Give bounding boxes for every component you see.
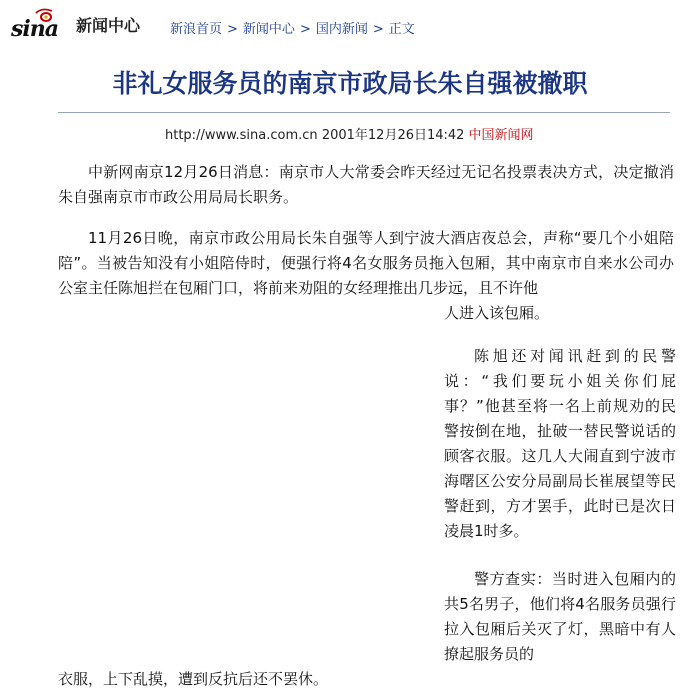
breadcrumb-current-link[interactable]: 正文 xyxy=(388,22,415,37)
breadcrumb-home-link[interactable]: 新浪首页 xyxy=(170,22,223,37)
paragraph-3: 陈旭还对闻讯赶到的民警说：“我们要玩小姐关你们屁事？”他甚至将一名上前规劝的民警按倒在地，扯破一替民警说话的顾客衣服。这几人大闹直到宁波市海曙区公安分局副局长崔展望等民警赶到，方才罢手，此时已是次日凌晨1时多。 xyxy=(444,347,676,540)
paragraph-4: 警方查实：当时进入包厢内的共5名男子，他们将4名服务员强行拉入包厢后关灭了灯，黑暗中有人撩起服务员的 xyxy=(444,570,676,663)
breadcrumb-separator: > xyxy=(372,22,384,37)
breadcrumb-separator: > xyxy=(227,22,238,37)
paragraph-1: 中新网南京12月26日消息：南京市人大常委会昨天经过无记名投票表决方式，决定撤消朱自强南京市市政公用局局长职务。 xyxy=(58,163,674,206)
paragraph-4-continued: 衣服，上下乱摸，遭到反抗后还不罢休。 xyxy=(58,670,329,688)
sina-logo[interactable] xyxy=(6,8,68,40)
article-meta xyxy=(165,124,533,143)
breadcrumb-separator: > xyxy=(299,22,311,37)
title-divider xyxy=(58,112,670,113)
paragraph-2: 11月26日晚，南京市政公用局长朱自强等人到宁波大酒店夜总会，声称“要几个小姐陪陪”。当被告知没有小姐陪侍时，便强行将4名女服务员拖入包厢，其中南京市自来水公司办公室主任陈旭拦在包厢门口，将前来劝阻的女经理推出几步远，且不许他 xyxy=(58,229,674,297)
top-bar xyxy=(0,0,700,50)
article-url[interactable]: http://www.sina.com.cn xyxy=(165,128,318,143)
breadcrumb xyxy=(170,18,415,37)
paragraph-2-continued: 人进入该包厢。 xyxy=(444,304,550,322)
article-datetime: 2001年12月26日14:42 xyxy=(321,128,465,143)
logo-wordmark: sina xyxy=(11,16,58,42)
article-title: 非礼女服务员的南京市政局长朱自强被撤职 xyxy=(112,69,588,98)
section-name: 新闻中心 xyxy=(76,16,141,35)
article-source[interactable]: 中国新闻网 xyxy=(468,128,534,143)
breadcrumb-domestic-news-link[interactable]: 国内新闻 xyxy=(315,22,368,37)
breadcrumb-news-center-link[interactable]: 新闻中心 xyxy=(242,22,295,37)
